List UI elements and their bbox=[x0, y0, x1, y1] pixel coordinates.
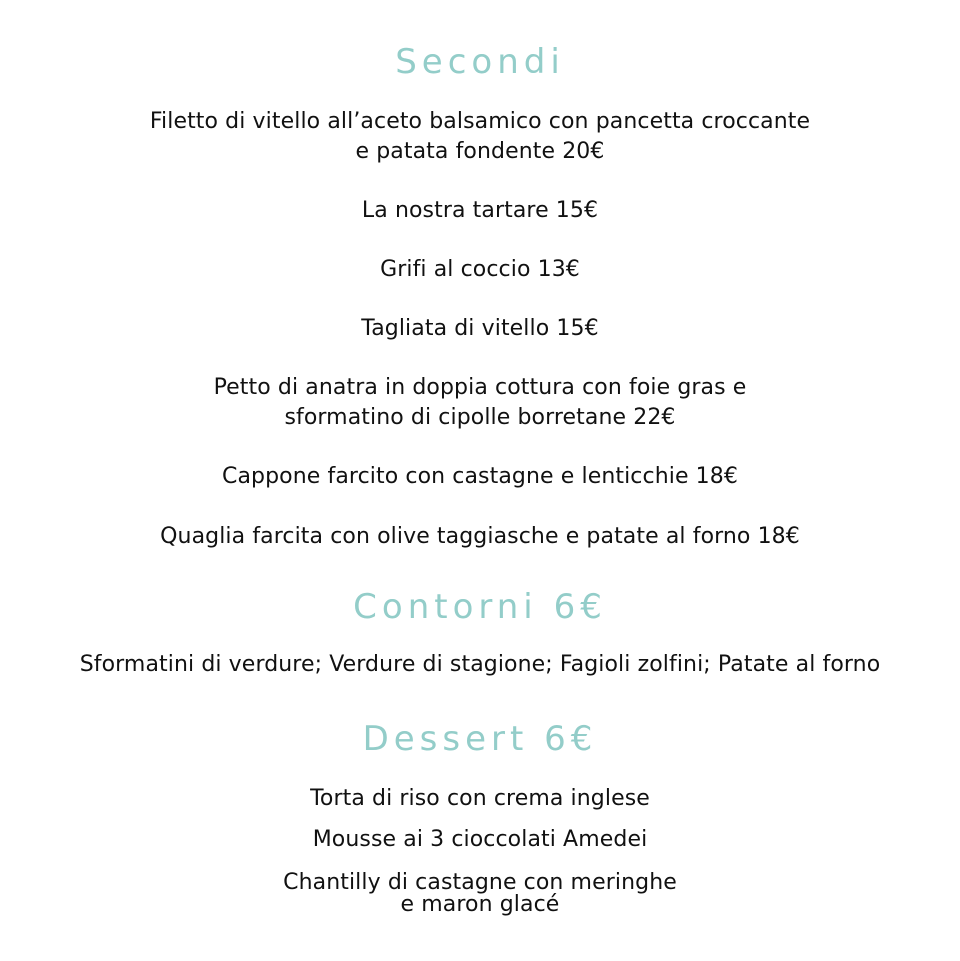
secondi-item-filetto-line1: Filetto di vitello all’aceto balsamico con pancetta croccante bbox=[149, 109, 811, 134]
dessert-item-chantilly-line2: e maron glacé bbox=[400, 892, 560, 917]
contorni-items: Sformatini di verdure; Verdure di stagione; Fagioli zolfini; Patate al forno bbox=[79, 652, 881, 677]
secondi-item-quaglia: Quaglia farcita con olive taggiasche e patate al forno 18€ bbox=[160, 524, 800, 549]
contorni-heading: Contorni 6€ bbox=[353, 587, 607, 627]
secondi-item-tartare: La nostra tartare 15€ bbox=[361, 198, 599, 223]
secondi-item-anatra-line1: Petto di anatra in doppia cottura con foie gras e bbox=[213, 375, 747, 400]
secondi-item-tagliata: Tagliata di vitello 15€ bbox=[361, 316, 599, 341]
secondi-item-anatra-line2: sformatino di cipolle borretane 22€ bbox=[284, 405, 676, 430]
secondi-heading: Secondi bbox=[395, 42, 565, 82]
secondi-item-filetto-line2: e patata fondente 20€ bbox=[355, 139, 605, 164]
dessert-item-torta: Torta di riso con crema inglese bbox=[310, 786, 650, 811]
dessert-item-chantilly-line1: Chantilly di castagne con meringhe bbox=[283, 870, 677, 895]
dessert-item-mousse: Mousse ai 3 cioccolati Amedei bbox=[312, 827, 648, 852]
secondi-item-grifi: Grifi al coccio 13€ bbox=[380, 257, 580, 282]
dessert-heading: Dessert 6€ bbox=[362, 719, 598, 759]
secondi-item-cappone: Cappone farcito con castagne e lenticchie 18€ bbox=[222, 464, 738, 489]
